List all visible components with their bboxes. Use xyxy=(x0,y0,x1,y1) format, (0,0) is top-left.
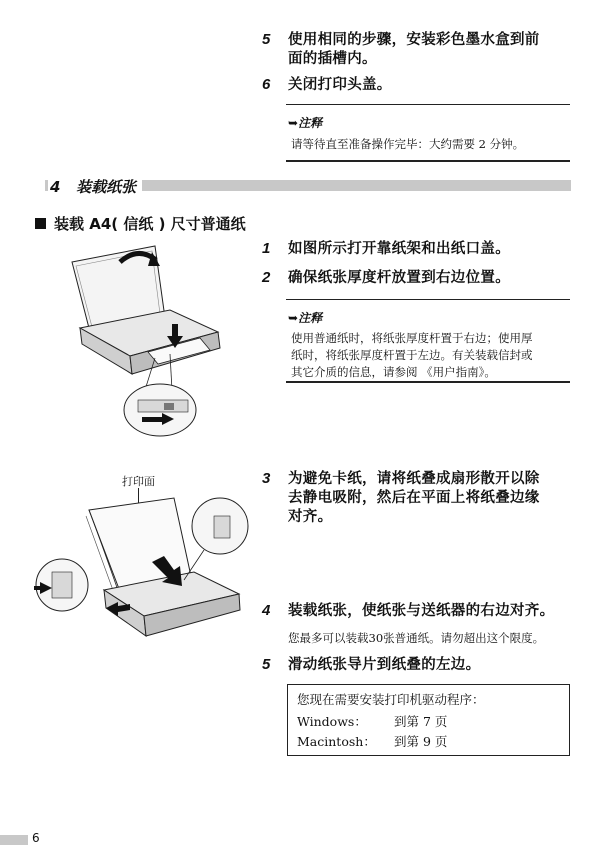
note-arrow-icon: ➥ xyxy=(288,311,299,325)
note-heading xyxy=(288,309,322,326)
driver-os-windows: Windows： xyxy=(297,714,367,729)
note-text-line: 纸时，将纸张厚度杆置于左边。有关装载信封或 xyxy=(291,348,533,362)
note-title: 注释 xyxy=(298,116,323,130)
section-number: 4 xyxy=(50,178,61,196)
note-top-rule xyxy=(286,299,570,300)
page-number: 6 xyxy=(32,831,40,845)
note-top-rule xyxy=(286,104,570,105)
step-text: 滑动纸张导片到纸叠的左边。 xyxy=(288,657,481,673)
driver-page-windows: 到第 7 页 xyxy=(394,714,448,729)
step-number: 3 xyxy=(262,470,271,487)
driver-info-box xyxy=(287,684,570,756)
square-bullet-icon xyxy=(35,218,46,229)
step-number: 4 xyxy=(262,602,271,619)
note-heading xyxy=(288,114,322,131)
note-text: 请等待直至准备操作完毕：大约需要 2 分钟。 xyxy=(291,137,525,151)
step-number: 6 xyxy=(262,76,271,93)
note-text-line: 使用普通纸时，将纸张厚度杆置于右边；使用厚 xyxy=(291,331,533,345)
section-title: 装载纸张 xyxy=(76,178,137,196)
note-text xyxy=(291,330,533,381)
step-text: 如图所示打开靠纸架和出纸口盖。 xyxy=(288,241,510,257)
step-text-line: 对齐。 xyxy=(288,509,333,525)
note-bottom-rule xyxy=(286,160,570,162)
driver-os-mac: Macintosh： xyxy=(297,734,376,749)
note-arrow-icon: ➥ xyxy=(288,116,299,130)
step-text-line: 面的插槽内。 xyxy=(288,51,377,67)
step-text: 确保纸张厚度杆放置到右边位置。 xyxy=(288,270,510,286)
step-text xyxy=(288,470,540,527)
driver-intro: 您现在需要安装打印机驱动程序： xyxy=(297,692,485,707)
step-text-line: 去静电吸附，然后在平面上将纸叠边缘 xyxy=(288,490,540,506)
step-number: 2 xyxy=(262,269,271,286)
subheading-text: 装载 A4( 信纸 ) 尺寸普通纸 xyxy=(54,215,246,233)
printer-open-illustration xyxy=(60,240,230,455)
note-bottom-rule xyxy=(286,381,570,383)
step-text-line: 为避免卡纸，请将纸叠成扇形散开以除 xyxy=(288,471,540,487)
paper-loading-illustration xyxy=(34,490,254,640)
note-text-line: 其它介质的信息，请参阅 《用户指南》。 xyxy=(291,365,496,379)
page-number-bar xyxy=(0,835,28,845)
step-text xyxy=(288,31,540,69)
step-text: 装载纸张，使纸张与送纸器的右边对齐。 xyxy=(288,603,555,619)
step-number: 1 xyxy=(262,240,271,257)
step-text-line: 使用相同的步骤，安装彩色墨水盒到前 xyxy=(288,32,540,48)
section-heading xyxy=(48,176,142,197)
note-title: 注释 xyxy=(298,311,323,325)
driver-page-mac: 到第 9 页 xyxy=(394,734,448,749)
section-bar-gap xyxy=(31,178,45,191)
step-text: 关闭打印头盖。 xyxy=(288,77,392,93)
step-subtext: 您最多可以装载30张普通纸。请勿超出这个限度。 xyxy=(288,631,545,645)
step-number: 5 xyxy=(262,656,271,673)
subheading xyxy=(35,213,246,234)
step-number: 5 xyxy=(262,31,271,48)
figure-label: 打印面 xyxy=(122,475,155,488)
